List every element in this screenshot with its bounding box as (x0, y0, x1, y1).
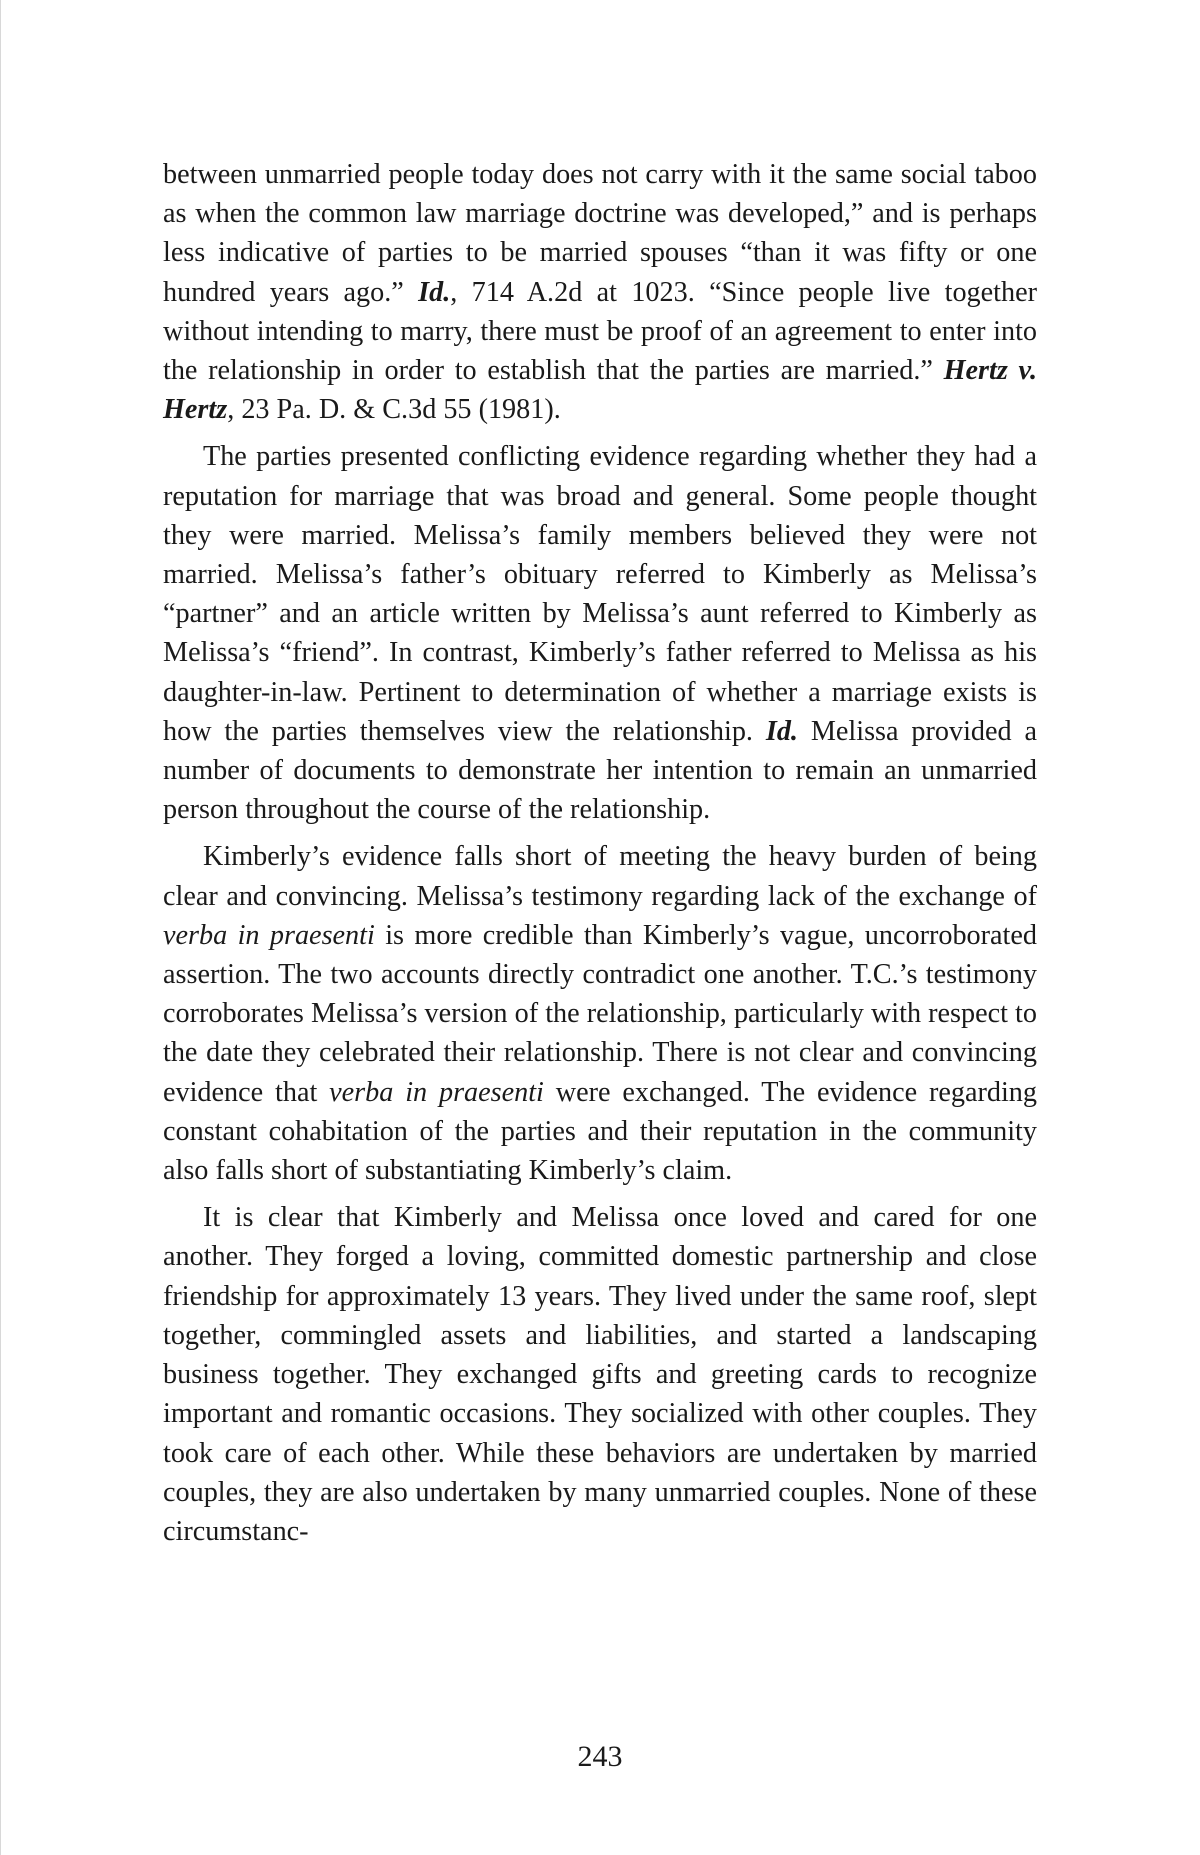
paragraph-2 (163, 437, 1037, 829)
citation-hertz: Hertz v. Hertz (163, 355, 1037, 426)
paragraph-3-text: were exchanged. The evidence regarding constant cohabitation of the parties and their reputation in the community also falls short of substantiating Kimberly’s claim. (163, 1076, 1037, 1187)
paragraph-4-text: It is clear that Kimberly and Melissa once loved and cared for one another. They forged a loving, committed domestic partnership and close friendship for approximately 13 years. They lived under the same roof, slept together, commingled assets and liabilities, and started a landscaping business together. They exchanged gifts and greeting cards to recognize important and romantic occasions. They socialized with other couples. They took care of each other. While these behaviors are undertaken by married couples, they are also undertaken by many unmarried couples. None of these circumstanc- (163, 1202, 1037, 1547)
citation-id: Id. (765, 715, 798, 747)
body-text (163, 155, 1037, 1551)
paragraph-1 (163, 155, 1037, 429)
page-edge-divider (0, 0, 1, 1855)
paragraph-2-text: Melissa provided a number of documents to demonstrate her intention to remain an unmarried person throughout the course of the relationship. (163, 715, 1037, 826)
latin-term: verba in praesenti (163, 919, 375, 951)
paragraph-4 (163, 1198, 1037, 1551)
paragraph-1-text: , 23 Pa. D. & C.3d 55 (1981). (227, 394, 561, 426)
latin-term: verba in praesenti (329, 1076, 544, 1108)
paragraph-3 (163, 837, 1037, 1190)
page-number: 243 (577, 1740, 623, 1773)
paragraph-2-text: The parties presented conflicting evidence regarding whether they had a reputation for marriage that was broad and general. Some people thought they were married. Melissa’s family members believed they were not married. Melissa’s father’s obituary referred to Kimberly as Melissa’s “partner” and an article written by Melissa’s aunt referred to Kimberly as Melissa’s “friend”. In contrast, Kimberly’s father referred to Melissa as his daughter-in-law. Pertinent to determination of whether a marriage exists is how the parties themselves view the relationship. (163, 441, 1037, 747)
paragraph-1-text: between unmarried people today does not carry with it the same social taboo as when the common law marriage doctrine was developed,” and is perhaps less indicative of parties to be married spouses “than it was fifty or one hundred years ago.” (163, 159, 1037, 308)
paragraph-1-text: , 714 A.2d at 1023. “Since people live together without intending to marry, there must be proof of an agreement to enter into the relationship in order to establish that the parties are married.” (163, 276, 1037, 387)
paragraph-3-text: Kimberly’s evidence falls short of meeting the heavy burden of being clear and convincing. Melissa’s testimony regarding lack of the exchange of (163, 841, 1037, 912)
paragraph-3-text: is more credible than Kimberly’s vague, uncorroborated assertion. The two accounts directly contradict one another. T.C.’s testimony corroborates Melissa’s version of the relationship, particularly with respect to the date they celebrated their relationship. There is not clear and convincing evidence that (163, 919, 1037, 1108)
citation-id: Id. (418, 276, 451, 308)
